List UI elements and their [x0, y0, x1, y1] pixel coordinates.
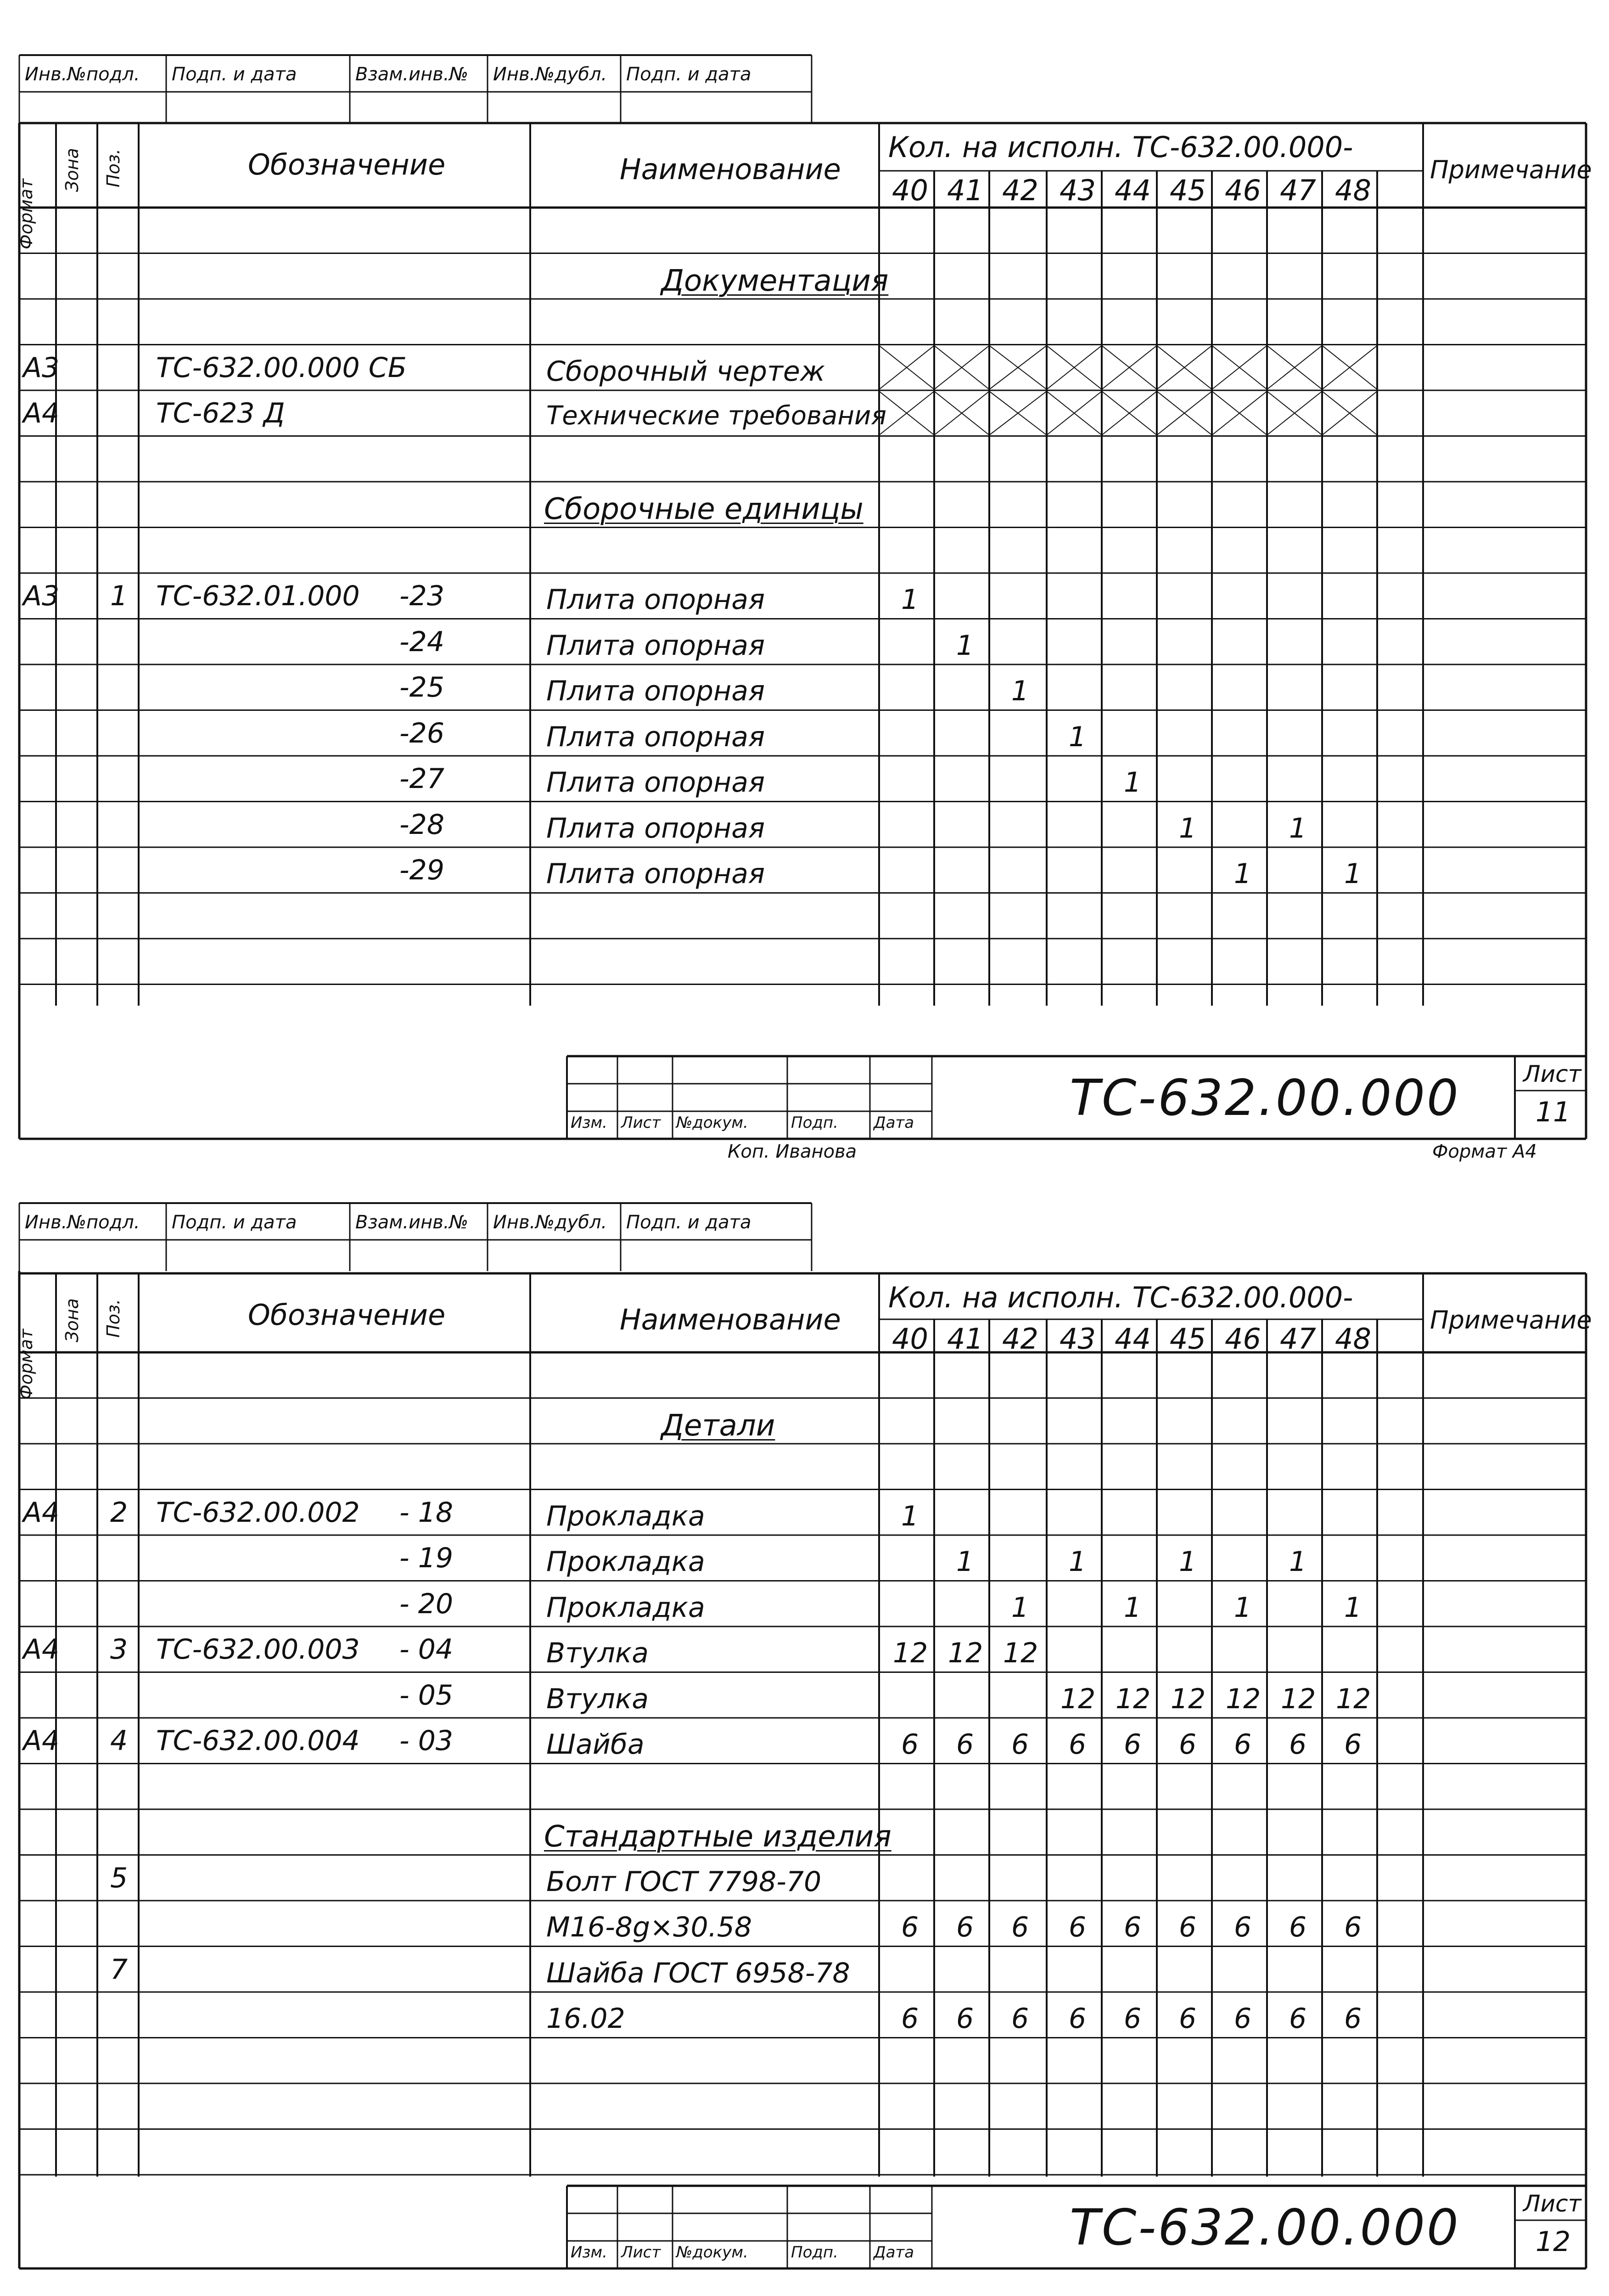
row-qty: 12: [1226, 1683, 1261, 1715]
row-qty: 1: [1011, 675, 1029, 707]
row-qty: 12: [948, 1637, 983, 1669]
row-format: А4: [23, 1633, 60, 1666]
row-name: Плита опорная: [546, 720, 765, 753]
row-qty: 6: [1289, 1728, 1307, 1761]
row-qty: 1: [1011, 1591, 1029, 1624]
title-label-1: Лист: [621, 1114, 661, 1132]
row-qty: 12: [1060, 1683, 1096, 1715]
row-qty: 1: [1069, 1546, 1087, 1578]
row-qty: 6: [956, 1911, 974, 1943]
footer-format: Формат А4: [1432, 1141, 1537, 1162]
row-qty: 6: [956, 1728, 974, 1761]
row-suffix: -28: [399, 808, 444, 841]
row-name: Плита опорная: [546, 812, 765, 844]
row-qty: 1: [1124, 1591, 1142, 1624]
header-zone: Зона: [62, 1298, 82, 1342]
header-variant-43: 43: [1060, 1322, 1096, 1356]
stamp-label-2: Взам.инв.№: [355, 1212, 469, 1233]
row-qty: 6: [1234, 1911, 1252, 1943]
row-pos: 2: [110, 1496, 128, 1529]
title-label-4: Дата: [874, 2243, 914, 2262]
row-name: Болт ГОСТ 7798-70: [546, 1865, 822, 1898]
row-pos: 7: [110, 1953, 128, 1986]
row-qty: 6: [1124, 1728, 1142, 1761]
row-qty: 6: [1344, 2003, 1362, 2035]
row-name: Втулка: [546, 1683, 649, 1715]
row-suffix: - 03: [399, 1725, 454, 1757]
title-label-3: Подп.: [791, 1114, 838, 1132]
row-name: Прокладка: [546, 1591, 705, 1624]
row-suffix: -26: [399, 717, 444, 749]
row-qty: 6: [1124, 1911, 1142, 1943]
document-code: ТС-632.00.000: [1070, 1069, 1460, 1127]
row-name: 16.02: [546, 2003, 625, 2035]
section-title: Стандартные изделия: [544, 1820, 891, 1854]
row-designation: ТС-632.00.002: [156, 1496, 360, 1529]
row-qty: 6: [901, 1728, 919, 1761]
row-suffix: - 05: [399, 1679, 454, 1711]
header-variant-41: 41: [947, 1322, 983, 1356]
row-qty: 6: [1069, 1728, 1087, 1761]
header-variant-44: 44: [1115, 174, 1151, 207]
row-name: Прокладка: [546, 1546, 705, 1578]
title-label-1: Лист: [621, 2243, 661, 2262]
title-label-2: №докум.: [676, 1114, 748, 1132]
row-designation: ТС-632.00.003: [156, 1633, 360, 1666]
row-name: Плита опорная: [546, 629, 765, 662]
row-pos: 4: [110, 1725, 128, 1757]
row-name: Прокладка: [546, 1500, 705, 1532]
title-label-0: Изм.: [571, 1114, 607, 1132]
row-qty: 6: [1179, 2003, 1197, 2035]
row-suffix: -24: [399, 625, 444, 658]
row-name: Плита опорная: [546, 766, 765, 799]
stamp-label-0: Инв.№подл.: [25, 1212, 140, 1233]
row-qty: 6: [1011, 2003, 1029, 2035]
row-name: М16-8g×30.58: [546, 1911, 752, 1943]
row-suffix: - 19: [399, 1542, 454, 1574]
header-qty-title: Кол. на исполн. ТС-632.00.000-: [888, 130, 1353, 164]
header-variant-47: 47: [1280, 174, 1316, 207]
row-name: Плита опорная: [546, 858, 765, 890]
section-title: Сборочные единицы: [544, 492, 863, 526]
row-qty: 6: [1011, 1728, 1029, 1761]
row-qty: 6: [901, 1911, 919, 1943]
row-suffix: -27: [399, 763, 444, 795]
row-qty: 1: [1179, 812, 1197, 844]
header-variant-46: 46: [1225, 174, 1261, 207]
row-qty: 6: [1289, 1911, 1307, 1943]
row-pos: 5: [110, 1862, 128, 1894]
sheet-number: 12: [1536, 2226, 1571, 2258]
header-name: Наименование: [620, 1303, 841, 1336]
header-variant-46: 46: [1225, 1322, 1261, 1356]
row-suffix: -29: [399, 854, 444, 886]
row-qty: 1: [901, 584, 919, 616]
row-qty: 1: [1289, 812, 1307, 844]
title-label-3: Подп.: [791, 2243, 838, 2262]
stamp-label-1: Подп. и дата: [172, 1212, 297, 1233]
row-format: А3: [23, 351, 60, 384]
header-variant-44: 44: [1115, 1322, 1151, 1356]
row-qty: 1: [1344, 858, 1362, 890]
row-qty: 6: [1234, 2003, 1252, 2035]
row-format: А4: [23, 1496, 60, 1529]
row-name: Плита опорная: [546, 584, 765, 616]
row-qty: 12: [1116, 1683, 1151, 1715]
header-designation: Обозначение: [248, 148, 446, 181]
row-name: Втулка: [546, 1637, 649, 1669]
row-format: А4: [23, 397, 60, 429]
row-designation: ТС-623 Д: [156, 397, 285, 429]
row-designation: ТС-632.00.000 СБ: [156, 351, 407, 384]
row-qty: 6: [1289, 2003, 1307, 2035]
header-variant-48: 48: [1335, 174, 1371, 207]
row-qty: 12: [1281, 1683, 1316, 1715]
header-variant-47: 47: [1280, 1322, 1316, 1356]
row-qty: 6: [1179, 1728, 1197, 1761]
row-qty: 6: [901, 2003, 919, 2035]
header-pos: Поз.: [103, 1299, 123, 1338]
stamp-label-4: Подп. и дата: [626, 1212, 751, 1233]
row-suffix: -23: [399, 580, 444, 612]
header-variant-40: 40: [892, 174, 928, 207]
row-pos: 3: [110, 1633, 128, 1666]
row-name: Технические требования: [546, 401, 887, 431]
row-qty: 6: [1011, 1911, 1029, 1943]
section-title: Документация: [661, 264, 889, 298]
row-qty: 6: [1234, 1728, 1252, 1761]
row-qty: 12: [1003, 1637, 1038, 1669]
header-format: Формат: [16, 178, 36, 249]
document-code: ТС-632.00.000: [1070, 2199, 1460, 2257]
section-title: Детали: [661, 1408, 775, 1443]
stamp-label-2: Взам.инв.№: [355, 64, 469, 85]
row-pos: 1: [110, 580, 128, 612]
row-format: А3: [23, 580, 60, 612]
row-qty: 1: [1069, 720, 1087, 753]
header-note: Примечание: [1430, 1306, 1592, 1334]
header-pos: Поз.: [103, 148, 123, 187]
row-suffix: -25: [399, 671, 444, 703]
sheet-number: 11: [1536, 1096, 1571, 1128]
sheet-label: Лист: [1523, 1061, 1581, 1087]
row-qty: 1: [1234, 1591, 1252, 1624]
row-suffix: - 18: [399, 1496, 454, 1529]
header-variant-42: 42: [1002, 1322, 1038, 1356]
row-qty: 1: [1179, 1546, 1197, 1578]
header-qty-title: Кол. на исполн. ТС-632.00.000-: [888, 1281, 1353, 1314]
row-qty: 12: [893, 1637, 928, 1669]
row-qty: 1: [1344, 1591, 1362, 1624]
row-qty: 1: [956, 629, 974, 662]
row-designation: ТС-632.01.000: [156, 580, 360, 612]
header-variant-41: 41: [947, 174, 983, 207]
sheet-label: Лист: [1523, 2190, 1581, 2217]
header-name: Наименование: [620, 152, 841, 186]
stamp-label-1: Подп. и дата: [172, 64, 297, 85]
row-qty: 6: [956, 2003, 974, 2035]
header-zone: Зона: [62, 148, 82, 192]
header-variant-45: 45: [1170, 1322, 1206, 1356]
header-note: Примечание: [1430, 155, 1592, 184]
title-label-0: Изм.: [571, 2243, 607, 2262]
row-qty: 1: [1124, 766, 1142, 799]
row-qty: 12: [1171, 1683, 1206, 1715]
row-qty: 1: [956, 1546, 974, 1578]
row-qty: 6: [1069, 2003, 1087, 2035]
row-name: Шайба: [546, 1728, 645, 1761]
title-label-4: Дата: [874, 1114, 914, 1132]
row-qty: 6: [1344, 1728, 1362, 1761]
row-qty: 6: [1124, 2003, 1142, 2035]
row-qty: 12: [1336, 1683, 1371, 1715]
row-designation: ТС-632.00.004: [156, 1725, 360, 1757]
row-suffix: - 04: [399, 1633, 454, 1666]
title-label-2: №докум.: [676, 2243, 748, 2262]
stamp-label-4: Подп. и дата: [626, 64, 751, 85]
header-variant-42: 42: [1002, 174, 1038, 207]
header-format: Формат: [16, 1328, 36, 1400]
row-name: Сборочный чертеж: [546, 355, 825, 388]
stamp-label-3: Инв.№дубл.: [493, 64, 607, 85]
stamp-label-3: Инв.№дубл.: [493, 1212, 607, 1233]
row-qty: 6: [1179, 1911, 1197, 1943]
row-name: Плита опорная: [546, 675, 765, 707]
header-variant-40: 40: [892, 1322, 928, 1356]
header-variant-48: 48: [1335, 1322, 1371, 1356]
header-variant-45: 45: [1170, 174, 1206, 207]
spec-sheet-12: [0, 1189, 1609, 2279]
header-designation: Обозначение: [248, 1298, 446, 1332]
row-qty: 6: [1069, 1911, 1087, 1943]
row-qty: 1: [1234, 858, 1252, 890]
stamp-label-0: Инв.№подл.: [25, 64, 140, 85]
row-name: Шайба ГОСТ 6958-78: [546, 1957, 850, 1989]
footer-copier: Коп. Иванова: [728, 1141, 857, 1162]
header-variant-43: 43: [1060, 174, 1096, 207]
row-suffix: - 20: [399, 1587, 454, 1620]
row-format: А4: [23, 1725, 60, 1757]
row-qty: 6: [1344, 1911, 1362, 1943]
row-qty: 1: [901, 1500, 919, 1532]
row-qty: 1: [1289, 1546, 1307, 1578]
